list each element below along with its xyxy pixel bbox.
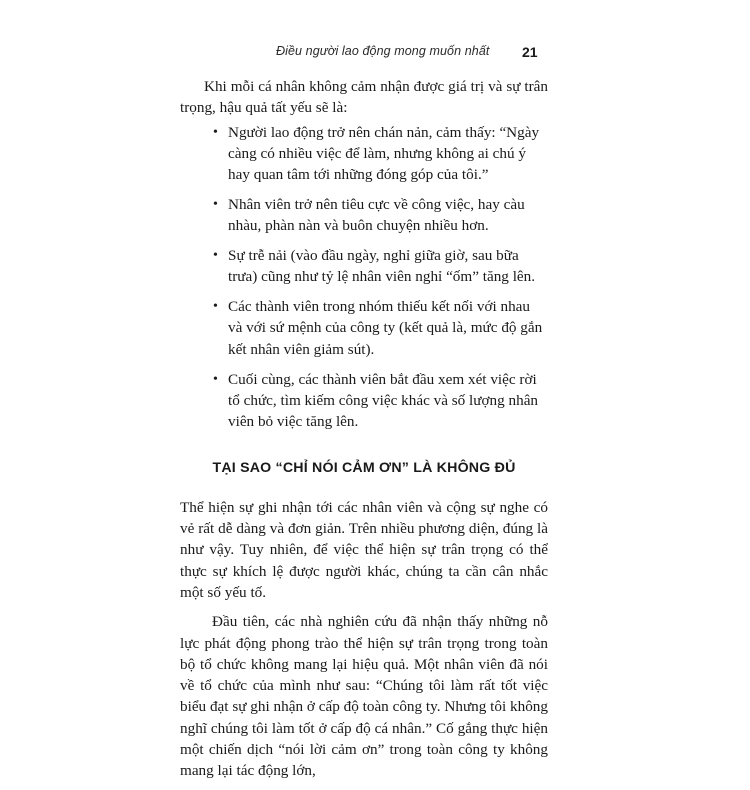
list-item — [180, 296, 548, 360]
bullet-icon: • — [213, 196, 218, 212]
list-item — [180, 122, 548, 186]
body-paragraph: Thể hiện sự ghi nhận tới các nhân viên và cộng sự nghe có vẻ rất dễ dàng và đơn giản. Trên nhiều phương diện, đúng là như vậy. Tuy nhiên, để việc thể hiện sự trân trọng có thể thực sự khích lệ được người khác, chúng ta cần cân nhắc một số yếu tố. — [180, 498, 548, 601]
intro-paragraph: Khi mỗi cá nhân không cảm nhận được giá trị và sự trân trọng, hậu quả tất yếu sẽ là: — [180, 78, 548, 117]
page-number: 21 — [522, 44, 538, 60]
bullet-icon: • — [213, 248, 218, 264]
consequence-list — [180, 122, 548, 433]
list-item-text: Nhân viên trở nên tiêu cực về công việc, hay càu nhàu, phàn nàn và buôn chuyện nhiều hơn. — [228, 195, 525, 235]
page-body — [180, 76, 548, 790]
list-item — [180, 194, 548, 237]
body-paragraph: Đầu tiên, các nhà nghiên cứu đã nhận thấy những nỗ lực phát động phong trào thể hiện sự trân trọng trong toàn bộ tổ chức không mang lại hiệu quả. Một nhân viên đã nói về tổ chức của mình như sau: “Chúng tôi làm rất tốt việc biểu đạt sự ghi nhận ở cấp độ toàn công ty. Nhưng tôi không nghĩ chúng tôi làm tốt ở cấp độ cá nhân.” Cố gắng thực hiện một chiến dịch “nói lời cảm ơn” trong toàn công ty không mang lại tác động lớn, — [180, 613, 548, 780]
list-item — [180, 245, 548, 288]
list-item-text: Người lao động trở nên chán nản, cảm thấy: “Ngày càng có nhiều việc để làm, nhưng không ai chú ý hay quan tâm tới những đóng góp của tôi.” — [228, 123, 540, 184]
running-header-title: Điều người lao động mong muốn nhất — [276, 44, 490, 58]
list-item — [180, 369, 548, 433]
list-item-text: Cuối cùng, các thành viên bắt đầu xem xét việc rời tổ chức, tìm kiếm công việc khác và số lượng nhân viên bỏ việc tăng lên. — [228, 370, 539, 431]
list-item-text: Sự trễ nải (vào đầu ngày, nghỉ giữa giờ, sau bữa trưa) cũng như tỷ lệ nhân viên nghỉ “ốm” tăng lên. — [228, 247, 536, 286]
list-item-text: Các thành viên trong nhóm thiếu kết nối với nhau và với sứ mệnh của công ty (kết quả là, mức độ gắn kết nhân viên giảm sút). — [228, 298, 543, 358]
section-heading: TẠI SAO “CHỈ NÓI CẢM ƠN” LÀ KHÔNG ĐỦ — [212, 460, 516, 477]
bullet-icon: • — [213, 124, 218, 140]
bullet-icon: • — [213, 299, 218, 315]
bullet-icon: • — [213, 371, 218, 387]
